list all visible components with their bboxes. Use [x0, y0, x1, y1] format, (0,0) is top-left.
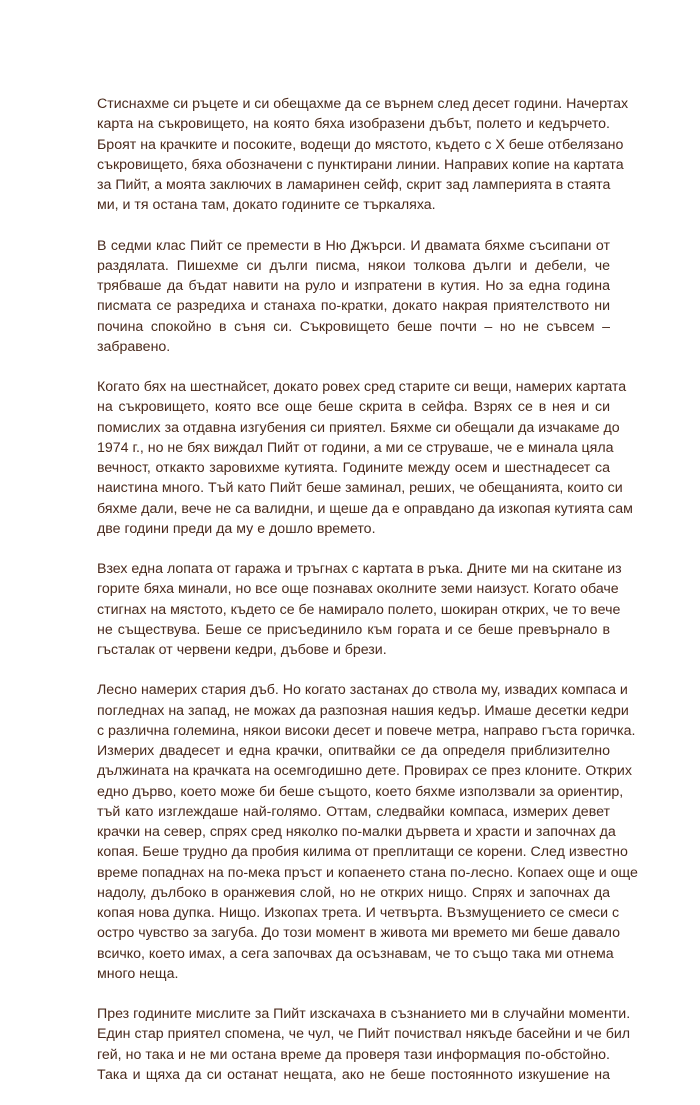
text-line: трябваше да бъдат навити на руло и изпратени в кутия. Но за една година	[97, 278, 610, 294]
text-line: едно дърво, което може би беше същото, което бяхме използвали за ориентир,	[97, 783, 624, 800]
text-line: бяхме дали, вече не са валидни, и щеше да е оправдано да изкопая кутията сам	[97, 500, 633, 517]
text-line: Стиснахме си ръцете и си обещахме да се върнем след десет години. Начертах	[97, 96, 629, 112]
text-line: Един стар приятел спомена, че чул, че Пийт почиствал някъде басейни и че бил	[97, 1026, 631, 1043]
text-line: крачки на север, спрях сред няколко по-малки дървета и храсти и започнах да	[97, 824, 616, 840]
text-line: всичко, което имах, а сега започвах да осъзнавам, че то също така ми отнема	[97, 945, 614, 962]
text-line: остро чувство за загуба. До този момент в живота ми времето ми беше давало	[97, 925, 620, 942]
text-line: помислих за отдавна изгубения си приятел. Бяхме си обещали да изчакаме до	[97, 419, 620, 436]
text-line: писмата се разредиха и станаха по-кратки, докато накрая приятелството ни	[97, 298, 610, 315]
text-line: две години преди да му е дошло времето.	[97, 520, 376, 537]
text-line: стигнах на мястото, където се бе намирало полето, шокиран открих, че то вече	[97, 601, 621, 618]
text-line: погледнах на запад, не можах да разпозная нашия кедър. Имаше десетки кедри	[97, 702, 629, 719]
paragraph-2	[97, 236, 610, 358]
text-line: карта на съкровището, на която бяха изобразени дъбът, полето и кедърчето.	[97, 116, 610, 133]
text-line: Взех една лопата от гаража и тръгнах с картата в ръка. Дните ми на скитане из	[97, 561, 622, 577]
text-line: Измерих двадесет и една крачки, опитвайки се да определя приблизително	[97, 743, 610, 759]
text-line: вечност, откакто заровихме кутията. Годините между осем и шестнадесет са	[97, 460, 610, 476]
text-line: на съкровището, която все още беше скрита в сейфа. Взрях се в нея и си	[97, 399, 610, 416]
text-line: гъсталак от червени кедри, дъбове и брези.	[97, 642, 387, 658]
text-line: копая нова дупка. Нищо. Изкопах трета. И четвърта. Възмущението се смеси с	[97, 905, 620, 921]
text-line: много неща.	[97, 965, 179, 982]
text-line: с различна големина, някои високи десет и повече метра, направо гъста горичка.	[97, 722, 636, 739]
text-line: Броят на крачките и посоките, водещи до мястото, където с Х беше отбелязано	[97, 136, 624, 153]
text-line: съкровището, бяха обозначени с пунктирани линии. Направих копие на картата	[97, 156, 624, 173]
text-line: През годините мислите за Пийт изскачаха в съзнанието ми в случайни моменти.	[97, 1006, 631, 1022]
text-line: забравено.	[97, 338, 171, 355]
text-line: копая. Беше трудно да пробия килима от преплитащи се корени. След известно	[97, 844, 628, 861]
text-line: В седми клас Пийт се премести в Ню Джърси. И двамата бяхме съсипани от	[97, 237, 610, 254]
text-line: гей, но така и не ми остана време да проверя тази информация по-обстойно.	[97, 1046, 610, 1063]
text-line: време попаднах на по-мека пръст и копаенето стана по-лесно. Копаех още и още	[97, 864, 638, 881]
text-line: 1974 г., но не бях виждал Пийт от години, а ми се струваше, че е минала цяла	[97, 439, 614, 456]
text-line: надолу, дълбоко в оранжевия слой, но не открих нищо. Спрях и започнах да	[97, 884, 610, 901]
text-line: не съществува. Беше се присъединило към гората и се беше превърнало в	[97, 621, 610, 638]
paragraph-3	[97, 377, 633, 539]
text-line: за Пийт, а моята заключих в ламаринен сейф, скрит зад ламперията в стаята	[97, 177, 611, 193]
text-line: Когато бях на шестнайсет, докато ровех сред старите си вещи, намерих картата	[97, 379, 627, 395]
text-line: наистина много. Тъй като Пийт беше заминал, реших, че обещанията, които си	[97, 480, 623, 497]
text-line: дължината на крачката на осемгодишно дете. Провирах се през клоните. Открих	[97, 763, 632, 780]
paragraph-6	[97, 1004, 631, 1085]
text-line: Така и щяха да си останат нещата, ако не беше постоянното изкушение на	[97, 1066, 610, 1083]
text-line: ми, и тя остана там, докато годините се търкаляха.	[97, 197, 436, 214]
text-line: почина спокойно в съня си. Съкровището беше почти – но не съвсем –	[97, 318, 610, 335]
text-line: тъй като изглеждаше най-голямо. Оттам, следвайки компаса, измерих девет	[97, 803, 610, 820]
text-line: раздялата. Пишехме си дълги писма, някои толкова дълги и дебели, че	[97, 257, 610, 274]
paragraph-5	[97, 680, 638, 984]
paragraph-4	[97, 559, 622, 660]
body-text	[97, 94, 638, 1105]
text-line: Лесно намерих стария дъб. Но когато застанах до ствола му, извадих компаса и	[97, 682, 628, 699]
paragraph-1	[97, 94, 629, 216]
text-line: горите бяха минали, но все още познавах околните земи наизуст. Когато обаче	[97, 581, 619, 598]
